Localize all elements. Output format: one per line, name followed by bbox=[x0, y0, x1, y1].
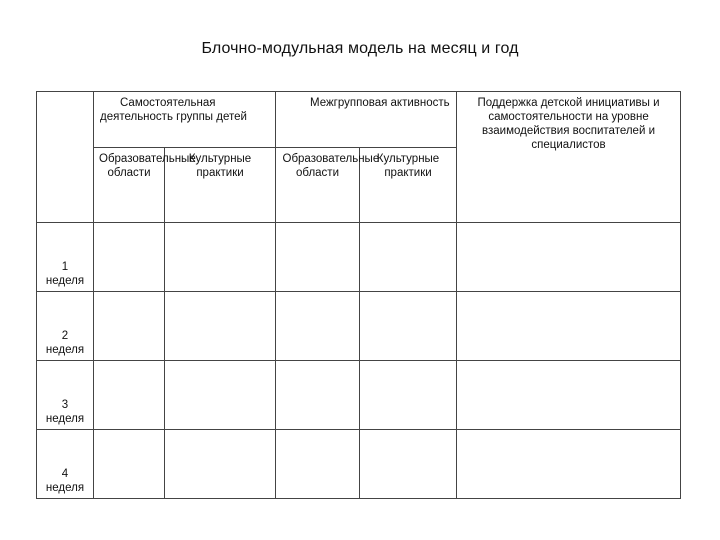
week-label-cell: 4 неделя bbox=[37, 430, 94, 499]
group-activity-header: Самостоятельная деятельность группы детей bbox=[94, 92, 276, 148]
table-cell[interactable] bbox=[165, 361, 276, 430]
week-label-cell: 3 неделя bbox=[37, 361, 94, 430]
table-cell[interactable] bbox=[94, 292, 165, 361]
week-row bbox=[37, 223, 681, 292]
table-cell[interactable] bbox=[165, 223, 276, 292]
table-cell[interactable] bbox=[276, 430, 360, 499]
group-culture-practices-header: Культурные практики bbox=[165, 148, 276, 223]
week-row bbox=[37, 361, 681, 430]
table-cell[interactable] bbox=[360, 430, 457, 499]
table-cell[interactable] bbox=[276, 292, 360, 361]
header-row-main bbox=[37, 92, 681, 148]
table-cell[interactable] bbox=[457, 430, 681, 499]
corner-cell bbox=[37, 92, 94, 223]
week-label-cell: 1 неделя bbox=[37, 223, 94, 292]
intergroup-activity-header: Межгрупповая активность bbox=[276, 92, 457, 148]
table-cell[interactable] bbox=[360, 292, 457, 361]
table-cell[interactable] bbox=[165, 430, 276, 499]
table-cell[interactable] bbox=[457, 223, 681, 292]
inter-culture-practices-header: Культурные практики bbox=[360, 148, 457, 223]
inter-edu-areas-header: Образовательные области bbox=[276, 148, 360, 223]
week-label-cell: 2 неделя bbox=[37, 292, 94, 361]
group-edu-areas-header: Образовательные области bbox=[94, 148, 165, 223]
table-cell[interactable] bbox=[94, 223, 165, 292]
table-cell[interactable] bbox=[457, 361, 681, 430]
table-cell[interactable] bbox=[94, 361, 165, 430]
table-cell[interactable] bbox=[457, 292, 681, 361]
support-header: Поддержка детской инициативы и самостоятельности на уровне взаимодействия воспитателей и специалистов bbox=[457, 92, 681, 223]
table-cell[interactable] bbox=[360, 361, 457, 430]
table-cell[interactable] bbox=[276, 223, 360, 292]
table-cell[interactable] bbox=[276, 361, 360, 430]
table-cell[interactable] bbox=[165, 292, 276, 361]
week-row bbox=[37, 292, 681, 361]
planning-table bbox=[36, 91, 681, 499]
page-title: Блочно-модульная модель на месяц и год bbox=[201, 40, 519, 57]
table-cell[interactable] bbox=[360, 223, 457, 292]
table-cell[interactable] bbox=[94, 430, 165, 499]
week-row bbox=[37, 430, 681, 499]
